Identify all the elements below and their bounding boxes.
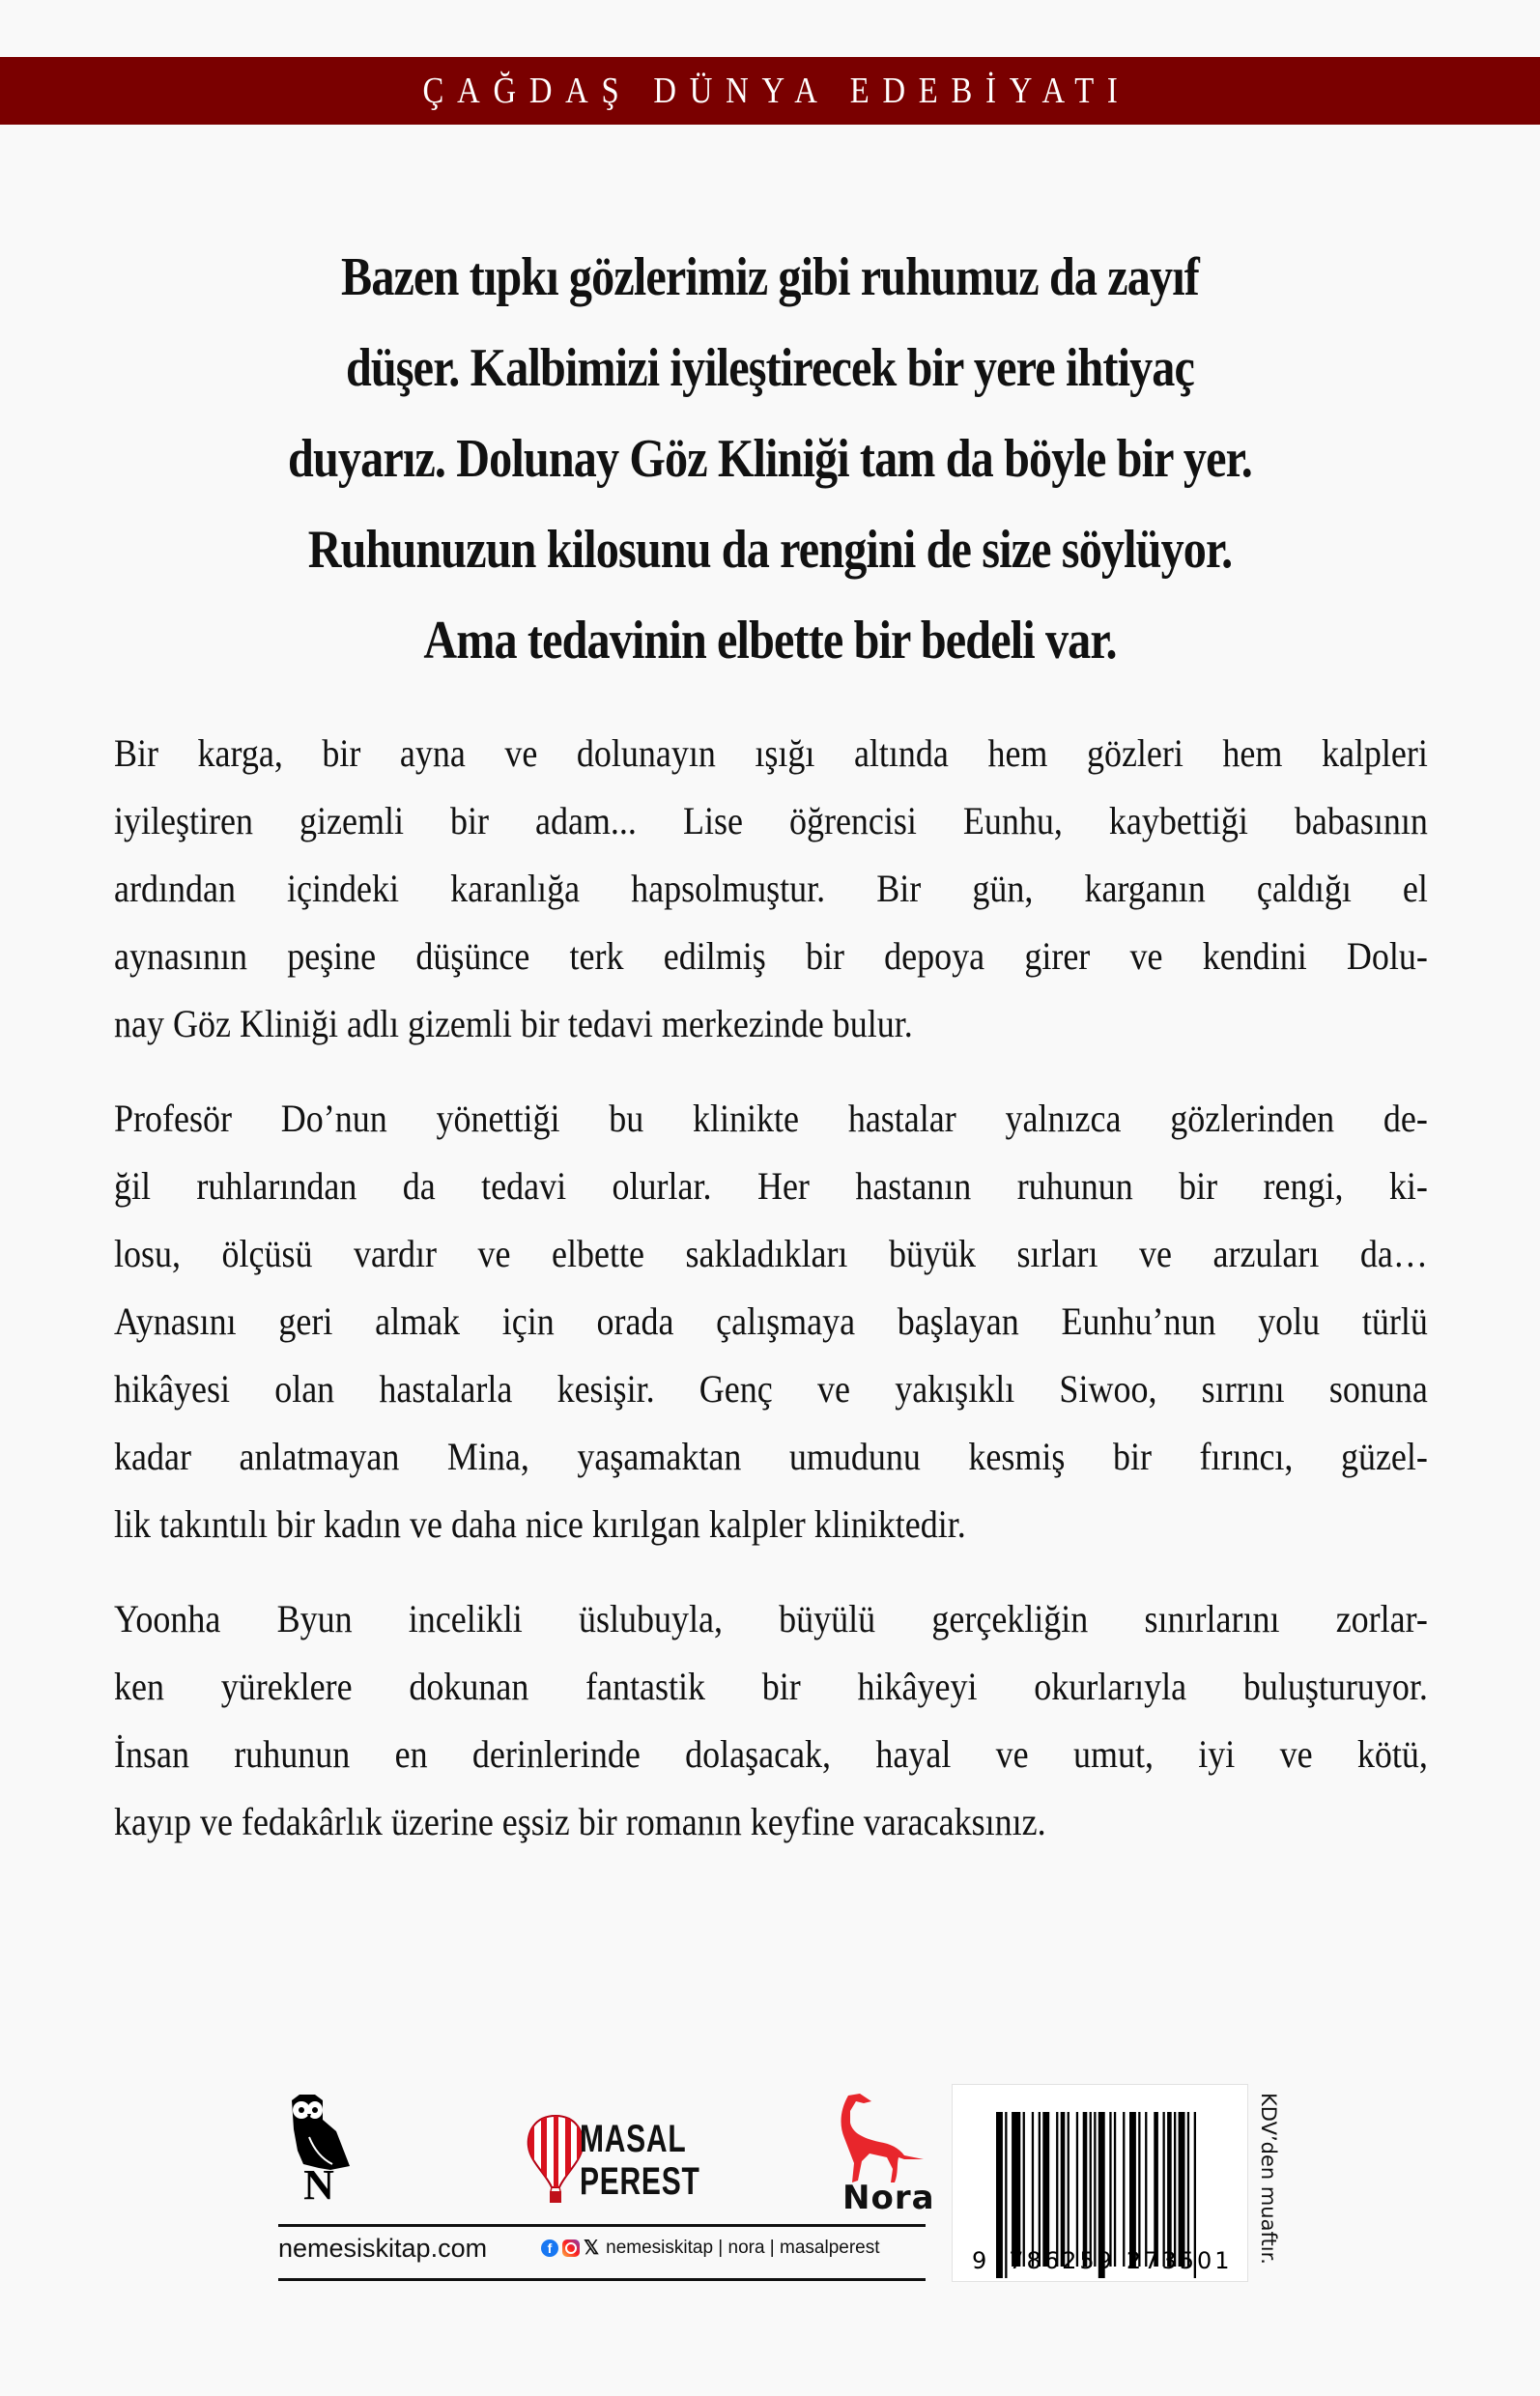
barcode-bar xyxy=(1109,2112,1111,2267)
synopsis-paragraph-3 xyxy=(114,1585,1428,1856)
barcode-bar xyxy=(1123,2112,1125,2267)
perest-logo-line: PEREST xyxy=(580,2160,700,2203)
barcode-bar xyxy=(1138,2112,1140,2267)
nora-greyhound-logo-icon xyxy=(831,2090,927,2186)
footer-divider-bottom xyxy=(278,2278,926,2281)
isbn-group-2: 273501 xyxy=(1126,2247,1233,2274)
website-link[interactable]: nemesiskitap.com xyxy=(278,2234,488,2263)
barcode-bar xyxy=(1154,2112,1158,2267)
tagline-blurb xyxy=(145,232,1395,686)
masal-perest-logo-text xyxy=(580,2118,700,2203)
text-line: kayıp ve fedakârlık üzerine eşsiz bir romanın keyfine varacaksınız. xyxy=(114,1800,1046,1843)
text-line: ken yüreklere dokunan fantastik bir hikâyeyi okurlarıyla buluşturuyor. xyxy=(114,1665,1428,1708)
x-icon[interactable]: 𝕏 xyxy=(584,2238,600,2259)
barcode-bar xyxy=(1061,2112,1066,2267)
barcode-bar xyxy=(1056,2112,1058,2267)
barcode-bar xyxy=(1174,2112,1176,2267)
instagram-icon[interactable] xyxy=(562,2239,580,2257)
barcode-bar xyxy=(1163,2112,1165,2267)
text-line: ardından içindeki karanlığa hapsolmuştur. Bir gün, karganın çaldığı el xyxy=(114,867,1428,910)
series-title: ÇAĞDAŞ DÜNYA EDEBİYATI xyxy=(422,71,1131,111)
text-line: Yoonha Byun incelikli üslubuyla, büyülü gerçekliğin sınırlarını zorlar- xyxy=(114,1597,1428,1640)
social-links xyxy=(541,2236,880,2260)
text-line: losu, ölçüsü vardır ve elbette sakladıkları büyük sırları ve arzuları da… xyxy=(114,1232,1428,1275)
text-line: İnsan ruhunun en derinlerinde dolaşacak, hayal ve umut, iyi ve kötü, xyxy=(114,1732,1428,1776)
series-band xyxy=(0,57,1540,125)
barcode-bar xyxy=(1032,2112,1034,2267)
barcode-bar xyxy=(1179,2112,1185,2267)
text-line: lik takıntılı bir kadın ve daha nice kırılgan kalpler kliniktedir. xyxy=(114,1502,966,1546)
text-line: aynasının peşine düşünce terk edilmiş bir depoya girer ve kendini Dolu- xyxy=(114,934,1428,978)
text-line: kadar anlatmayan Mina, yaşamaktan umudunu kesmiş bir fırıncı, güzel- xyxy=(114,1435,1428,1478)
tax-exempt-note: KDV’den muaftır. xyxy=(1257,2093,1280,2265)
isbn-prefix-digit: 9 xyxy=(972,2247,990,2274)
barcode-bar xyxy=(1012,2112,1020,2267)
hot-air-balloon-logo-icon xyxy=(527,2114,585,2207)
barcode-bar xyxy=(1068,2112,1069,2267)
footer-divider-top xyxy=(278,2224,926,2227)
synopsis-paragraph-2 xyxy=(114,1085,1428,1558)
barcode-bar xyxy=(1145,2112,1147,2267)
text-line: Aynasını geri almak için orada çalışmaya başlayan Eunhu’nun yolu türlü xyxy=(114,1299,1428,1343)
text-line: nay Göz Kliniği adlı gizemli bir tedavi merkezinde bulur. xyxy=(114,1002,913,1045)
blurb-line: düşer. Kalbimizi iyileştirecek bir yere ihtiyaç xyxy=(345,338,1195,398)
blurb-line: duyarız. Dolunay Göz Kliniği tam da böyle bir yer. xyxy=(288,429,1252,489)
masal-logo-line: MASAL xyxy=(580,2118,687,2160)
barcode-bar xyxy=(1187,2112,1189,2267)
barcode-bar xyxy=(1129,2112,1136,2267)
text-line: Profesör Do’nun yönettiği bu klinikte hastalar yalnızca gözlerinden de- xyxy=(114,1097,1428,1140)
text-line: iyileştiren gizemli bir adam... Lise öğrencisi Eunhu, kaybettiği babasının xyxy=(114,799,1428,842)
text-line: hikâyesi olan hastalarla kesişir. Genç ve yakışıklı Siwoo, sırrını sonuna xyxy=(114,1367,1428,1411)
barcode-bar xyxy=(1039,2112,1041,2267)
blurb-line: Ruhunuzun kilosunu da rengini de size söylüyor. xyxy=(307,520,1233,580)
social-handles[interactable]: nemesiskitap | nora | masalperest xyxy=(606,2237,880,2258)
barcode-bar xyxy=(1090,2112,1092,2267)
isbn-group-1: 786259 xyxy=(1009,2247,1115,2274)
barcode-bar xyxy=(1083,2112,1088,2267)
nora-logo-text: Nora xyxy=(842,2179,935,2217)
text-line: Bir karga, bir ayna ve dolunayın ışığı altında hem gözleri hem kalpleri xyxy=(114,731,1428,775)
barcode-bar xyxy=(1167,2112,1172,2267)
blurb-line: Ama tedavinin elbette bir bedeli var. xyxy=(423,611,1117,670)
nemesis-owl-logo-icon xyxy=(280,2087,357,2203)
synopsis xyxy=(114,720,1428,1883)
blurb-line: Bazen tıpkı gözlerimiz gibi ruhumuz da zayıf xyxy=(341,247,1199,307)
isbn-barcode xyxy=(952,2084,1248,2282)
svg-text:N: N xyxy=(303,2161,334,2203)
barcode-bar xyxy=(1023,2112,1025,2267)
synopsis-paragraph-1 xyxy=(114,720,1428,1058)
barcode-bar xyxy=(1094,2112,1096,2267)
barcode-bar xyxy=(1114,2112,1116,2267)
facebook-icon[interactable]: f xyxy=(541,2239,558,2257)
text-line: ğil ruhlarından da tedavi olurlar. Her hastanın ruhunun bir rengi, ki- xyxy=(114,1164,1428,1208)
isbn-number xyxy=(972,2247,1233,2274)
barcode-bar xyxy=(1042,2112,1049,2267)
barcode-bar xyxy=(1076,2112,1078,2267)
